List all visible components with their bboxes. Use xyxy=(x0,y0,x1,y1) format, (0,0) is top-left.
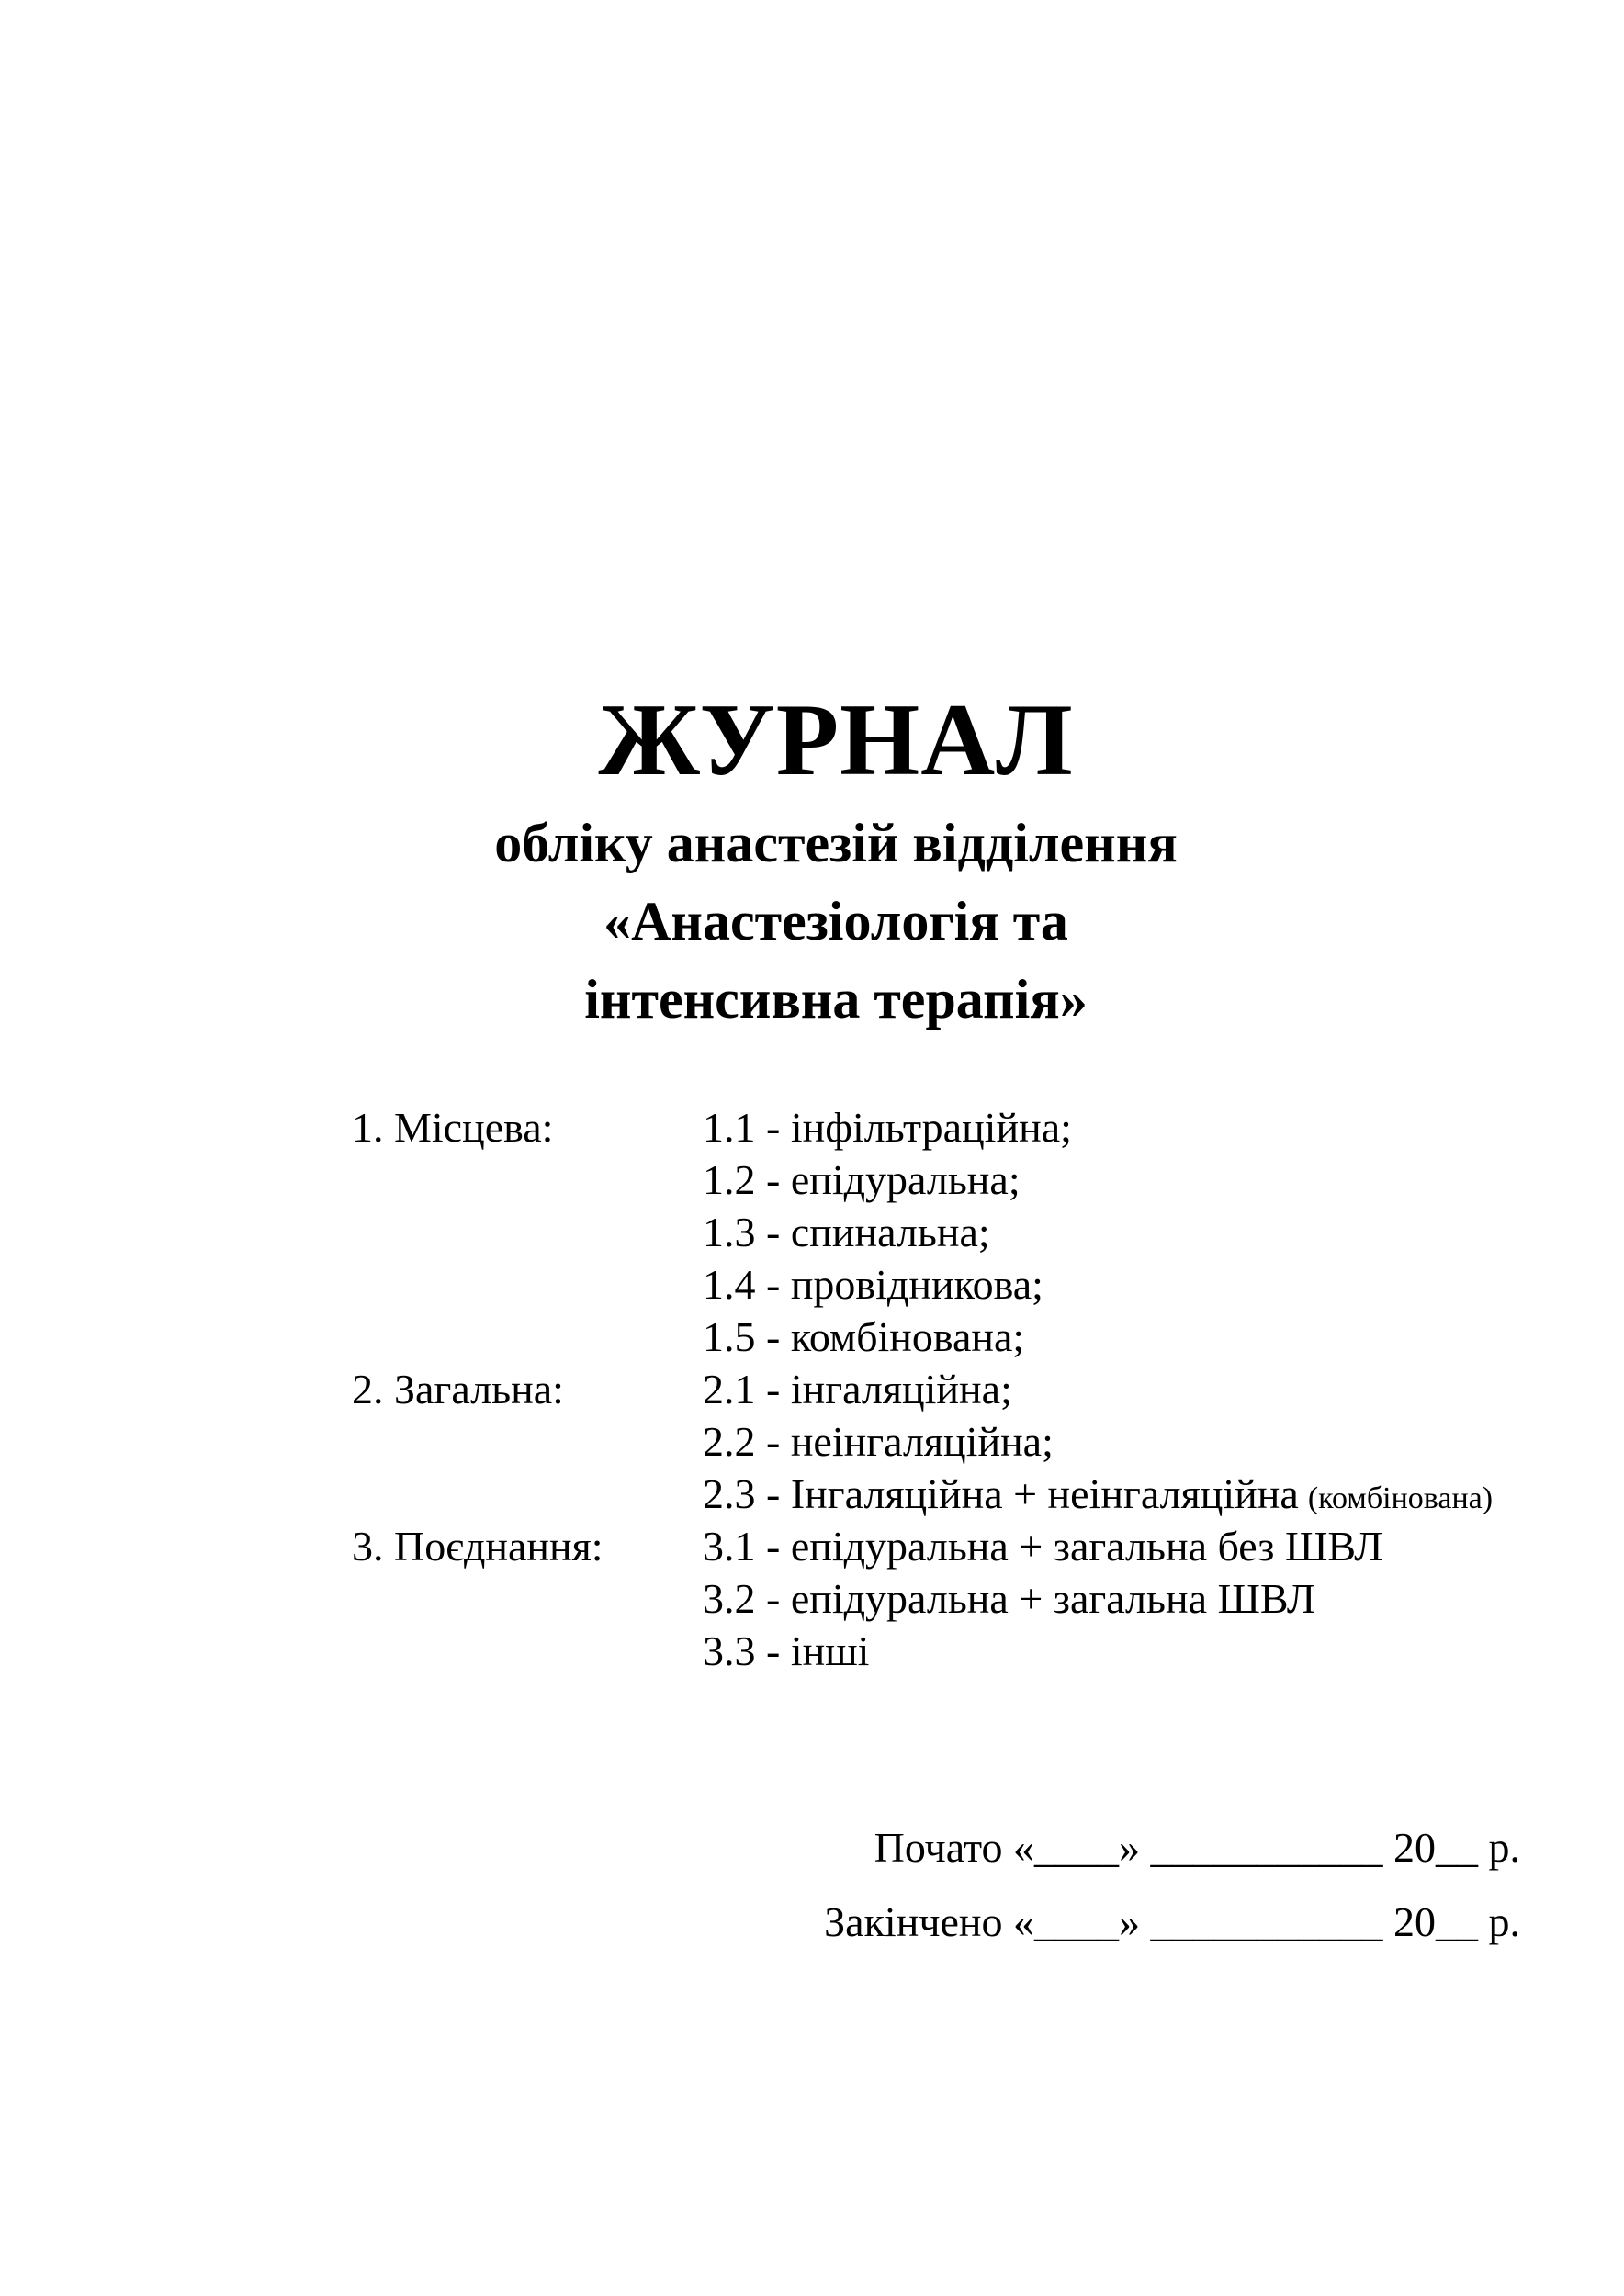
classification-item: 2.2 - неінгаляційна; xyxy=(703,1418,1054,1465)
classification-row xyxy=(352,1261,1573,1313)
classification-item: 1.2 - епідуральна; xyxy=(703,1156,1021,1203)
classification-item: 2.3 - Інгаляційна + неінгаляційна (комбінована) xyxy=(703,1470,1494,1517)
classification-row xyxy=(352,1209,1573,1261)
subtitle-line-1: обліку анастезій відділення xyxy=(494,813,1178,873)
subtitle-line-2: «Анастезіологія та xyxy=(603,891,1068,951)
started-date-line: Почато «____» ___________ 20__ р. xyxy=(874,1824,1520,1871)
subtitle-line-3: інтенсивна терапія» xyxy=(584,969,1088,1030)
classification-row xyxy=(352,1156,1573,1209)
classification-row xyxy=(352,1104,1573,1156)
classification-item: 1.1 - інфільтраційна; xyxy=(703,1104,1072,1151)
classification-item: 3.2 - епідуральна + загальна ШВЛ xyxy=(703,1575,1316,1622)
classification-row xyxy=(352,1523,1573,1575)
group-label: 3. Поєднання: xyxy=(352,1523,603,1570)
finished-date-line: Закінчено «____» ___________ 20__ р. xyxy=(824,1898,1520,1945)
classification-row xyxy=(352,1627,1573,1680)
classification-item: 3.3 - інші xyxy=(703,1627,870,1674)
item-note: (комбінована) xyxy=(1307,1481,1494,1515)
classification-item: 1.3 - спинальна; xyxy=(703,1209,990,1255)
classification-item: 3.1 - епідуральна + загальна без ШВЛ xyxy=(703,1523,1383,1570)
page-subtitle xyxy=(0,805,1624,1039)
page-title: ЖУРНАЛ xyxy=(598,683,1074,797)
classification-row xyxy=(352,1470,1573,1523)
group-label: 1. Місцева: xyxy=(352,1104,554,1151)
classification-row xyxy=(352,1575,1573,1627)
classification-row xyxy=(352,1418,1573,1470)
classification-item: 1.5 - комбінована; xyxy=(703,1313,1025,1360)
classification-item: 2.1 - інгаляційна; xyxy=(703,1366,1012,1412)
classification-item: 1.4 - провідникова; xyxy=(703,1261,1043,1308)
classification-row xyxy=(352,1366,1573,1418)
classification-row xyxy=(352,1313,1573,1366)
group-label: 2. Загальна: xyxy=(352,1366,564,1412)
anesthesia-classification-list xyxy=(352,1104,1573,1680)
